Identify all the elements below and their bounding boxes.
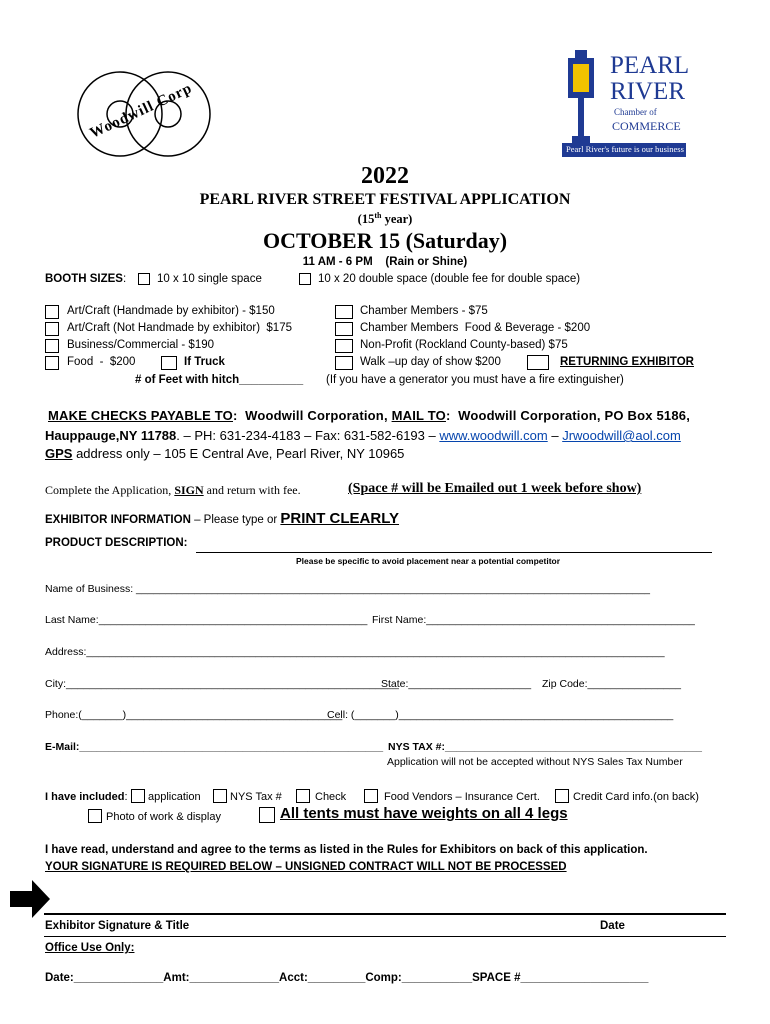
- chamber-of: Chamber of: [614, 107, 657, 117]
- booth-double-label: 10 x 20 double space (double fee for double space): [318, 273, 581, 285]
- chamber-river: RIVER: [610, 78, 685, 105]
- gps-label: GPS: [45, 446, 73, 461]
- booth-single-label: 10 x 10 single space: [157, 273, 262, 285]
- feet-with-hitch: # of Feet with hitch__________: [135, 374, 304, 386]
- nys-tax-note: Application will not be accepted without NYS Sales Tax Number: [387, 756, 683, 768]
- festival-title: PEARL RIVER STREET FESTIVAL APPLICATION: [199, 191, 571, 208]
- fee-handmade-label: Art/Craft (Handmade by exhibitor) - $150: [67, 305, 275, 317]
- fee-walkup-checkbox[interactable]: [335, 356, 353, 370]
- chamber-tagline-bar: [562, 143, 686, 157]
- chamber-logo: [556, 48, 690, 158]
- last-name-field[interactable]: Last Name:______________________________________________: [45, 614, 368, 626]
- if-truck-checkbox[interactable]: [161, 356, 177, 370]
- edition-pre: (15: [357, 212, 375, 227]
- include-application-checkbox[interactable]: [131, 789, 145, 803]
- email-link[interactable]: Jrwoodwill@aol.com: [562, 428, 681, 443]
- include-photo-checkbox[interactable]: [88, 809, 102, 823]
- exhibitor-info-line: [45, 510, 399, 527]
- returning-exhibitor-checkbox[interactable]: [527, 355, 549, 370]
- include-check-label: Check: [315, 791, 347, 803]
- fee-walkup-label: Walk –up day of show $200: [360, 356, 501, 368]
- office-use-label: Office Use Only:: [45, 942, 135, 954]
- contact-dash: –: [547, 428, 563, 443]
- edition: [0, 211, 770, 227]
- tents-checkbox[interactable]: [259, 807, 275, 823]
- product-description-note: Please be specific to avoid placement near a potential competitor: [296, 556, 561, 566]
- business-name-field[interactable]: Name of Business: ________________________________________________________________________________________: [45, 583, 650, 595]
- include-photo-label: Photo of work & display: [106, 811, 221, 823]
- signature-bottom-rule: [44, 936, 726, 937]
- include-insurance-label: Food Vendors – Insurance Cert.: [384, 791, 540, 803]
- product-description-input[interactable]: [196, 552, 712, 553]
- include-nys-tax-label: NYS Tax #: [230, 791, 282, 803]
- include-application-label: application: [148, 791, 201, 803]
- payment-line-2: [45, 428, 681, 443]
- exhibitor-info-note: – Please type or: [190, 514, 281, 526]
- print-clearly: PRINT CLEARLY: [280, 510, 400, 527]
- included-label-row: [45, 791, 128, 803]
- woodwill-logo-text: Woodwill Corp: [87, 80, 195, 142]
- fee-business-checkbox[interactable]: [45, 339, 59, 353]
- phone-field[interactable]: Phone:(_______)_____________________________________: [45, 709, 343, 721]
- year-heading: 2022: [361, 163, 409, 189]
- fee-food-label: Food - $200: [67, 356, 136, 368]
- fee-chamber-label: Chamber Members - $75: [360, 305, 488, 317]
- fee-handmade-checkbox[interactable]: [45, 305, 59, 319]
- booth-sizes-colon: :: [122, 273, 127, 285]
- fee-nonprofit-checkbox[interactable]: [335, 339, 353, 353]
- tents-weights-note: All tents must have weights on all 4 legs: [280, 805, 568, 822]
- fee-chamber-food-checkbox[interactable]: [335, 322, 353, 336]
- fee-chamber-food-label: Chamber Members Food & Beverage - $200: [360, 322, 591, 334]
- signature-label: Exhibitor Signature & Title: [45, 920, 190, 932]
- festival-hours: 11 AM - 6 PM (Rain or Shine): [302, 256, 468, 268]
- email-field[interactable]: E-Mail:____________________________________________________: [45, 741, 384, 753]
- generator-note: (If you have a generator you must have a fire extinguisher): [326, 374, 624, 386]
- booth-single-checkbox[interactable]: [138, 273, 150, 285]
- product-description-label: PRODUCT DESCRIPTION:: [45, 537, 188, 549]
- fee-nonprofit-label: Non-Profit (Rockland County-based) $75: [360, 339, 568, 351]
- include-credit-card-checkbox[interactable]: [555, 789, 569, 803]
- fee-not-handmade-checkbox[interactable]: [45, 322, 59, 336]
- chamber-pearl: PEARL: [610, 52, 690, 79]
- instructions-line: [45, 483, 301, 498]
- fee-not-handmade-label: Art/Craft (Not Handmade by exhibitor) $175: [67, 322, 292, 334]
- festival-date: OCTOBER 15 (Saturday): [262, 228, 508, 253]
- payment-line-1: [48, 408, 690, 423]
- fee-chamber-checkbox[interactable]: [335, 305, 353, 319]
- mail-city: Hauppauge,NY 11788: [45, 428, 177, 443]
- first-name-field[interactable]: First Name:______________________________________________: [372, 614, 695, 626]
- space-email-note: (Space # will be Emailed out 1 week before show): [348, 481, 642, 496]
- chamber-commerce: COMMERCE: [612, 119, 681, 133]
- include-credit-card-label: Credit Card info.(on back): [573, 791, 699, 803]
- include-nys-tax-checkbox[interactable]: [213, 789, 227, 803]
- chamber-tagline: Pearl River's future is our business: [566, 144, 684, 154]
- include-insurance-checkbox[interactable]: [364, 789, 378, 803]
- if-truck-label: If Truck: [184, 356, 225, 368]
- instructions-sign: SIGN: [174, 483, 204, 497]
- mail-address: : Woodwill Corporation, PO Box 5186,: [445, 408, 691, 423]
- booth-double-checkbox[interactable]: [299, 273, 311, 285]
- agreement-text: I have read, understand and agree to the terms as listed in the Rules for Exhibitors on back of this application.: [45, 844, 648, 856]
- mail-to-label: MAIL TO: [391, 408, 446, 423]
- zip-field[interactable]: Zip Code:________________: [542, 678, 681, 690]
- fee-food-checkbox[interactable]: [45, 356, 59, 370]
- gps-address: address only – 105 E Central Ave, Pearl River, NY 10965: [72, 446, 405, 461]
- fee-business-label: Business/Commercial - $190: [67, 339, 215, 351]
- state-field[interactable]: State:_____________________: [381, 678, 532, 690]
- signature-required: YOUR SIGNATURE IS REQUIRED BELOW – UNSIGNED CONTRACT WILL NOT BE PROCESSED: [45, 861, 567, 873]
- returning-exhibitor-label: RETURNING EXHIBITOR: [560, 356, 694, 368]
- included-label: I have included: [45, 791, 125, 803]
- cell-field[interactable]: Cell: (_______)_______________________________________________: [327, 709, 674, 721]
- signature-line[interactable]: [44, 913, 726, 915]
- include-check-checkbox[interactable]: [296, 789, 310, 803]
- website-link[interactable]: www.woodwill.com: [439, 428, 548, 443]
- office-use-fields[interactable]: Date:______________Amt:______________Acct:_________Comp:___________SPACE #____________________: [45, 972, 649, 984]
- instructions-text2: and return with fee.: [203, 483, 301, 497]
- woodwill-logo: [68, 68, 218, 163]
- lamp-post-icon: [562, 48, 602, 148]
- edition-post: year): [381, 212, 413, 227]
- make-checks-label: MAKE CHECKS PAYABLE TO: [48, 408, 233, 423]
- booth-sizes-row: [45, 273, 126, 285]
- gps-line: [45, 446, 404, 461]
- signature-date-label: Date: [600, 920, 625, 932]
- nys-tax-field[interactable]: NYS TAX #:____________________________________________: [388, 741, 702, 753]
- booth-sizes-label: BOOTH SIZES: [45, 273, 123, 285]
- exhibitor-info-label: EXHIBITOR INFORMATION: [45, 514, 191, 526]
- payee: : Woodwill Corporation,: [233, 408, 392, 423]
- phone-fax: . – PH: 631-234-4183 – Fax: 631-582-6193 –: [176, 428, 440, 443]
- edition-sup: th: [374, 211, 382, 220]
- included-colon: :: [124, 791, 128, 803]
- city-field[interactable]: City:_________________________________________________________: [45, 678, 399, 690]
- address-field[interactable]: Address:___________________________________________________________________________________________________: [45, 646, 665, 658]
- instructions-text1: Complete the Application,: [45, 483, 175, 497]
